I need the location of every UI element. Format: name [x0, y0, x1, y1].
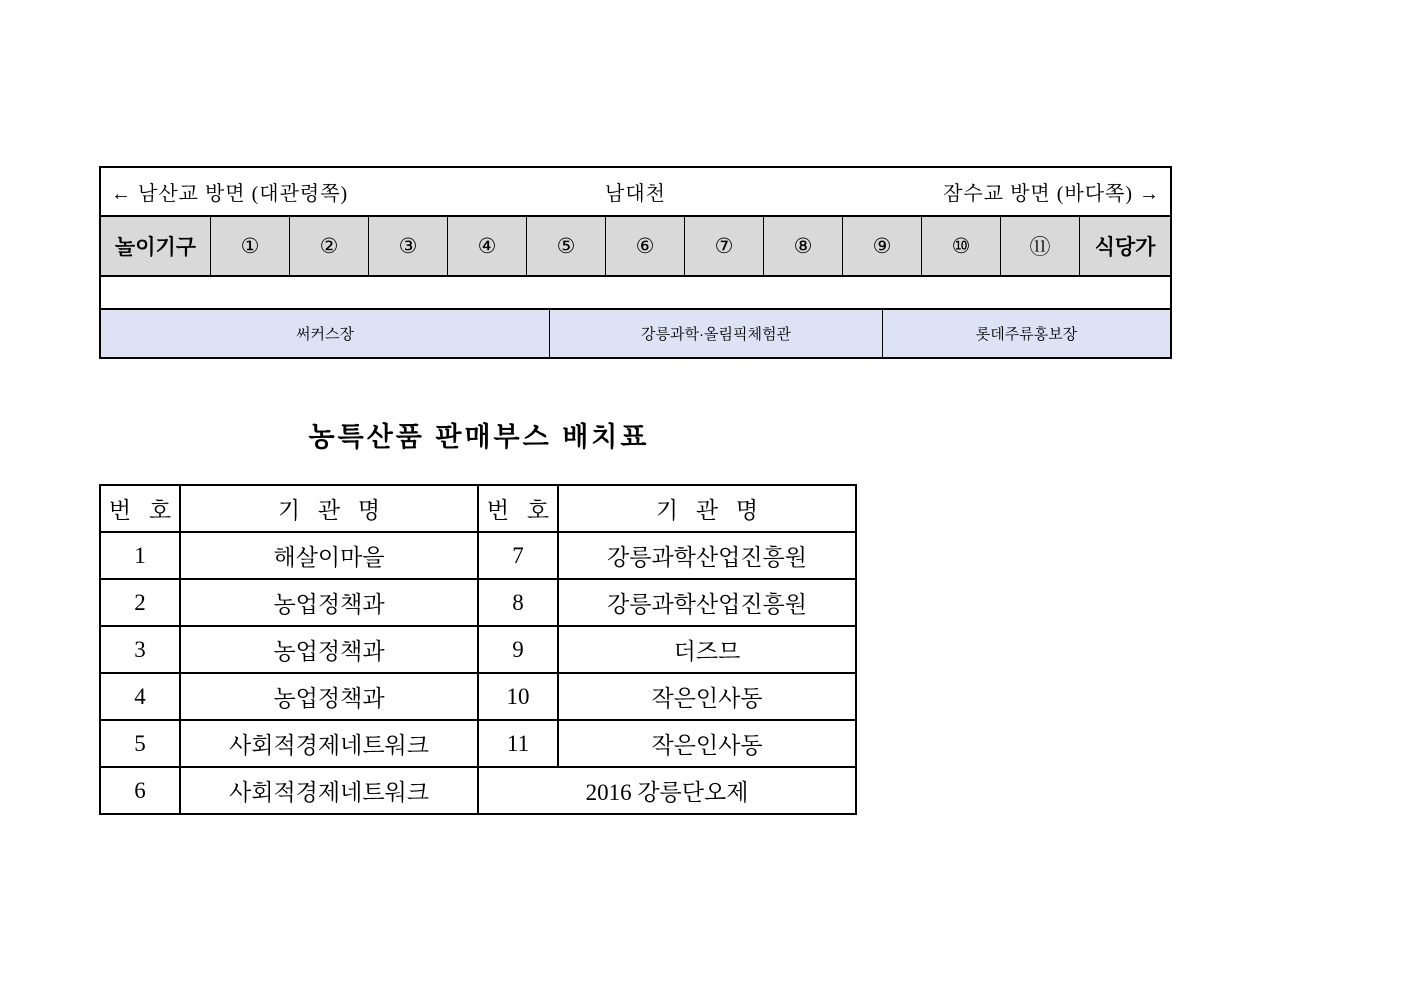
table-row — [100, 720, 856, 767]
table-row — [100, 532, 856, 579]
header-no-left: 번 호 — [100, 485, 180, 532]
booth-cell-11: ⑪ — [1001, 217, 1080, 275]
direction-right-label: 잠수교 방면 (바다쪽) → — [943, 183, 1160, 205]
table-row — [100, 626, 856, 673]
cell-no-right: 9 — [478, 626, 558, 673]
booth-assignment-table — [99, 484, 857, 815]
venue-lotte-liquor: 롯데주류홍보장 — [883, 310, 1170, 357]
booth-cell-2: ② — [290, 217, 369, 275]
food-court-cell: 식당가 — [1080, 217, 1170, 275]
cell-org-left: 사회적경제네트워크 — [180, 767, 478, 814]
direction-row — [99, 166, 1172, 216]
header-no-right: 번 호 — [478, 485, 558, 532]
booth-number-row — [99, 216, 1172, 276]
cell-no-right: 7 — [478, 532, 558, 579]
cell-no-left: 6 — [100, 767, 180, 814]
cell-org-left: 해살이마을 — [180, 532, 478, 579]
venue-row — [99, 309, 1172, 359]
cell-no-right: 10 — [478, 673, 558, 720]
booth-cell-9: ⑨ — [843, 217, 922, 275]
page-title: 농특산품 판매부스 배치표 — [308, 422, 650, 452]
cell-org-left: 농업정책과 — [180, 626, 478, 673]
cell-no-right: 11 — [478, 720, 558, 767]
cell-org-right: 강릉과학산업진흥원 — [558, 579, 856, 626]
cell-org-right: 더즈므 — [558, 626, 856, 673]
booth-cell-10: ⑩ — [922, 217, 1001, 275]
spacer-row — [99, 276, 1172, 309]
cell-no-left: 4 — [100, 673, 180, 720]
amusement-rides-cell: 놀이기구 — [101, 217, 211, 275]
booth-cell-7: ⑦ — [685, 217, 764, 275]
booth-cell-5: ⑤ — [527, 217, 606, 275]
cell-org-right: 강릉과학산업진흥원 — [558, 532, 856, 579]
cell-org-left: 농업정책과 — [180, 673, 478, 720]
booth-cell-3: ③ — [369, 217, 448, 275]
venue-circus: 써커스장 — [101, 310, 550, 357]
direction-left-label: ← 남산교 방면 (대관령쪽) — [111, 183, 349, 205]
cell-no-left: 3 — [100, 626, 180, 673]
cell-no-right: 8 — [478, 579, 558, 626]
table-row — [100, 673, 856, 720]
table-row — [100, 579, 856, 626]
table-header-row — [100, 485, 856, 532]
river-name-label: 남대천 — [605, 183, 666, 205]
cell-org-right: 작은인사동 — [558, 720, 856, 767]
table-row-last — [100, 767, 856, 814]
header-org-left: 기 관 명 — [180, 485, 478, 532]
cell-no-left: 5 — [100, 720, 180, 767]
booth-cell-6: ⑥ — [606, 217, 685, 275]
cell-no-left: 2 — [100, 579, 180, 626]
cell-org-right: 작은인사동 — [558, 673, 856, 720]
booth-cell-8: ⑧ — [764, 217, 843, 275]
site-layout-diagram — [99, 166, 1172, 359]
cell-no-left: 1 — [100, 532, 180, 579]
cell-event-name: 2016 강릉단오제 — [478, 767, 856, 814]
booth-cell-1: ① — [211, 217, 290, 275]
cell-org-left: 사회적경제네트워크 — [180, 720, 478, 767]
booth-cell-4: ④ — [448, 217, 527, 275]
header-org-right: 기 관 명 — [558, 485, 856, 532]
cell-org-left: 농업정책과 — [180, 579, 478, 626]
venue-science-olympic: 강릉과학·올림픽체험관 — [550, 310, 883, 357]
